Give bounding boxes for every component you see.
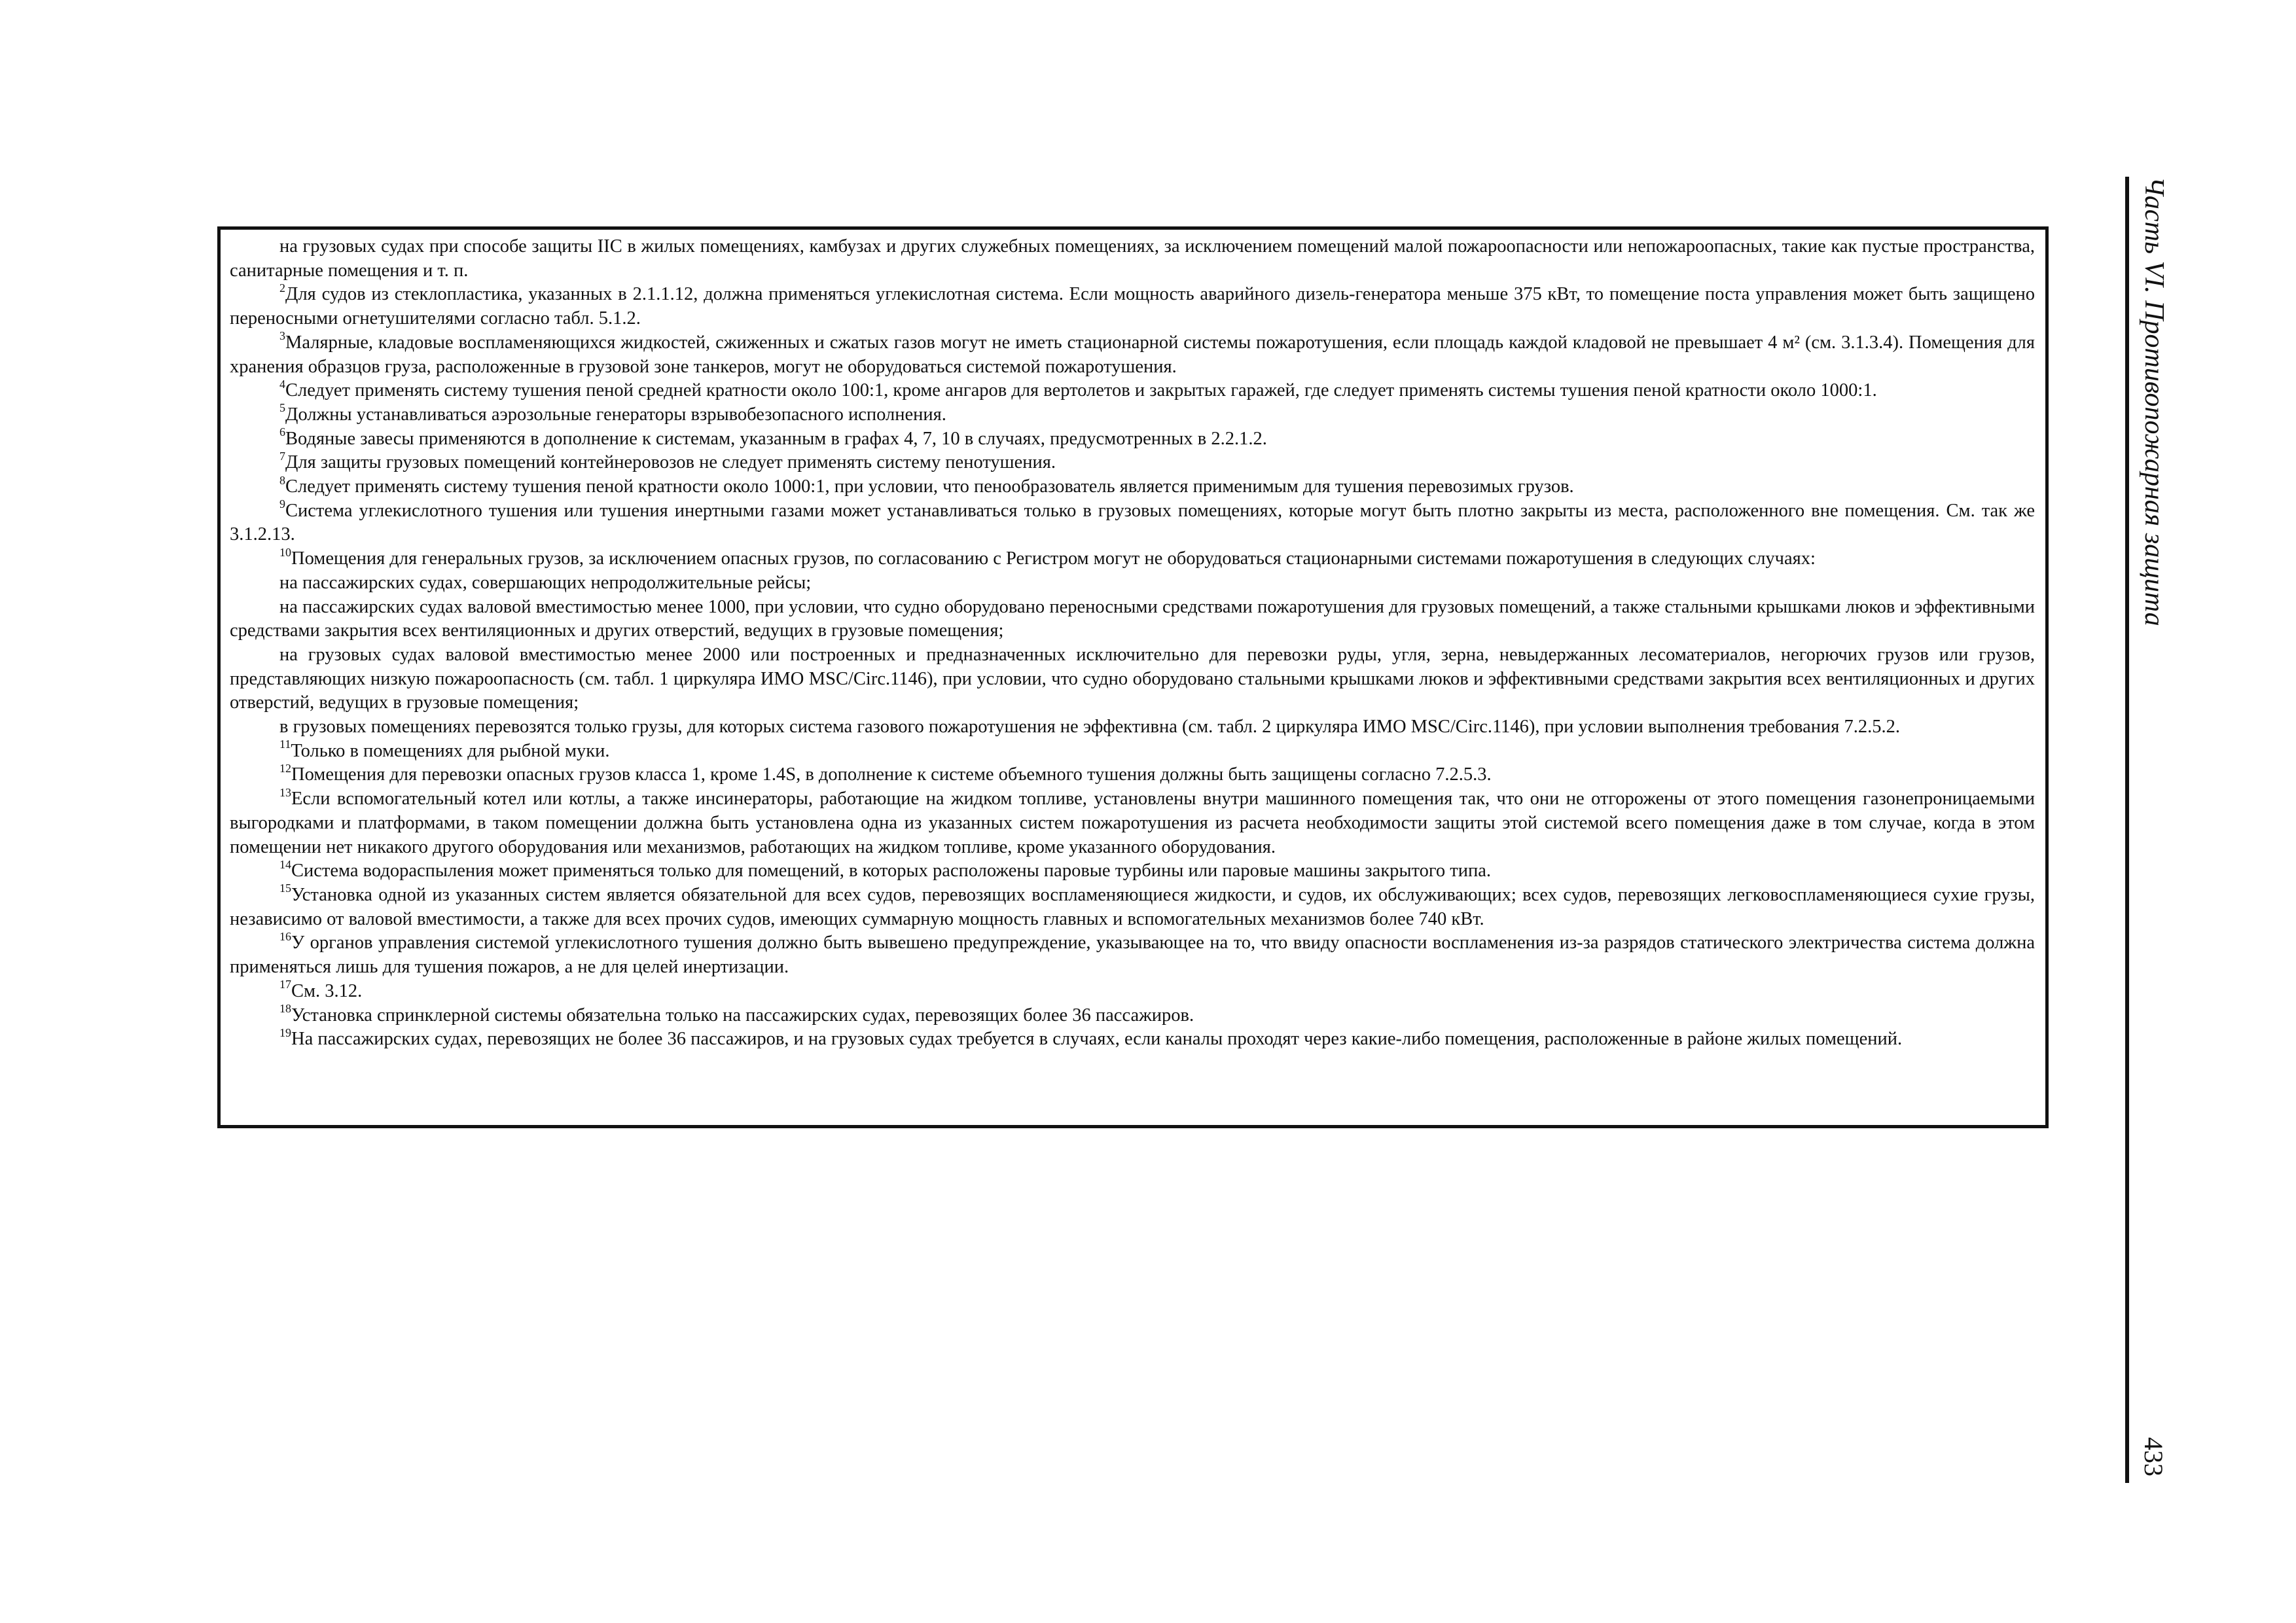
footnote-10-case-4 [230,715,2035,740]
footnote-text: Если вспомогательный котел или котлы, а также инсинераторы, работающие на жидком топливе, установлены внутри машинного помещения так, что они не отгорожены от этого помещения газонепроницаемыми выгородками и платформами, в таком помещении должна быть установлена одна из указанных систем пожаротушения из расчета необходимости защиты этой системой всего помещения даже в том случае, когда в этом помещении нет никакого другого оборудования или механизмов, работающих на жидком топливе, кроме указанного оборудования. [230,789,2035,857]
footnote-10-case-3 [230,643,2035,715]
footnote-2 [230,283,2035,330]
footnote-mark: 18 [279,1002,291,1015]
footnote-16 [230,931,2035,979]
footnote-text: Только в помещениях для рыбной муки. [291,740,610,761]
footnote-text: Помещения для генеральных грузов, за исключением опасных грузов, по согласованию с Регистром могут не оборудоваться стационарными системами пожаротушения в следующих случаях: [291,548,1816,569]
footnote-8 [230,475,2035,499]
footnote-mark: 7 [279,449,285,463]
footnote-text: У органов управления системой углекислотного тушения должно быть вывешено предупреждение, указывающее на то, что ввиду опасности воспламенения из-за разрядов статического электричества система должна применяться лишь для тушения пожаров, а не для целей инертизации. [230,933,2035,978]
footnote-mark: 16 [279,929,291,943]
footnote-mark: 12 [279,761,291,775]
footnote-text: Для защиты грузовых помещений контейнеровозов не следует применять систему пенотушения. [285,452,1056,473]
footnote-13 [230,787,2035,859]
table-footnotes-box [217,226,2049,1128]
footnote-text: на грузовых судах при способе защиты IIC в жилых помещениях, камбузах и других служебных помещениях, за исключением помещений малой пожароопасности или непожароопасных, такие как пустые пространства, санитарные помещения и т. п. [230,236,2035,281]
page-number: 433 [2139,1437,2168,1476]
footnote-text: Водяные завесы применяются в дополнение к системам, указанным в графах 4, 7, 10 в случаях, предусмотренных в 2.2.1.2. [285,428,1267,449]
footnote-3 [230,331,2035,379]
footnote-text: Система водораспыления может применяться только для помещений, в которых расположены паровые турбины или паровые машины закрытого типа. [291,861,1491,882]
footnote-mark: 5 [279,401,285,415]
footnote-19 [230,1027,2035,1052]
footnote-mark: 9 [279,497,285,511]
footnote-text: Система углекислотного тушения или тушения инертными газами может устанавливаться только в грузовых помещениях, которые могут быть плотно закрыты из места, расположенного вне помещения. См. так же 3.1.2.13. [230,500,2035,545]
footnote-text: Для судов из стеклопластика, указанных в 2.1.1.12, должна применяться углекислотная система. Если мощность аварийного дизель-генератора меньше 375 кВт, то помещение поста управления может быть защищено переносными огнетушителями согласно табл. 5.1.2. [230,284,2035,329]
footnote-text: Следует применять систему тушения пеной кратности около 1000:1, при условии, что пенообразователь является применимым для тушения перевозимых грузов. [285,476,1574,497]
footnote-mark: 15 [279,882,291,895]
footnote-mark: 11 [279,738,291,751]
footnote-text: Установка одной из указанных систем является обязательной для всех судов, перевозящих воспламеняющиеся жидкости, и судов, их обслуживающих; всех судов, перевозящих легковоспламеняющиеся сухие грузы, независимо от валовой вместимости, а также для всех прочих судов, имеющих суммарную мощность главных и вспомогательных механизмов более 740 кВт. [230,884,2035,929]
footnote-9 [230,499,2035,547]
footnote-text: Должны устанавливаться аэрозольные генераторы взрывобезопасного исполнения. [285,404,946,425]
footnote-continuation [230,235,2035,283]
footnote-text: На пассажирских судах, перевозящих не более 36 пассажиров, и на грузовых судах требуется в случаях, если каналы проходят через какие-либо помещения, расположенные в районе жилых помещений. [291,1029,1903,1050]
footnote-14 [230,859,2035,883]
footnote-mark: 6 [279,425,285,439]
footnote-mark: 17 [279,978,291,991]
footnote-10-case-1 [230,571,2035,596]
footnote-mark: 2 [279,281,285,294]
footnote-mark: 19 [279,1026,291,1039]
footnote-mark: 8 [279,473,285,487]
footnote-mark: 4 [279,377,285,391]
footnote-text: Малярные, кладовые воспламеняющихся жидкостей, сжиженных и сжатых газов могут не иметь стационарной системы пожаротушения, если площадь каждой кладовой не превышает 4 м² (см. 3.1.3.4). Помещения для хранения образцов груза, расположенные в грузовой зоне танкеров, могут не оборудоваться системой пожаротушения. [230,332,2035,377]
footnote-text: См. 3.12. [291,980,363,1001]
footnote-text: в грузовых помещениях перевозятся только грузы, для которых система газового пожаротушения не эффективна (см. табл. 2 циркуляра ИМО MSC/Circ.1146), при условии выполнения требования 7.2.5.2. [279,717,1901,738]
footnote-mark: 14 [279,857,291,871]
footnote-text: Следует применять систему тушения пеной средней кратности около 100:1, кроме ангаров для вертолетов и закрытых гаражей, где следует применять системы тушения пеной кратности около 1000:1. [285,380,1877,401]
footnote-text: на пассажирских судах валовой вместимостью менее 1000, при условии, что судно оборудовано переносными средствами пожаротушения для грузовых помещений, а также стальными крышками люков и эффективными средствами закрытия всех вентиляционных и других отверстий, ведущих в грузовые помещения; [230,596,2035,641]
footnote-10-case-2 [230,596,2035,643]
footnote-5 [230,403,2035,427]
footnote-4 [230,379,2035,403]
footnote-18 [230,1004,2035,1028]
footnote-17 [230,980,2035,1004]
footnote-15 [230,883,2035,931]
footnote-11 [230,740,2035,764]
footnote-text: на пассажирских судах, совершающих непродолжительные рейсы; [279,572,812,593]
running-head: Часть VI. Противопожарная защита [2139,177,2169,626]
footnote-text: Помещения для перевозки опасных грузов класса 1, кроме 1.4S, в дополнение к системе объемного тушения должны быть защищены согласно 7.2.5.3. [291,764,1492,785]
footnote-text: Установка спринклерной системы обязательна только на пассажирских судах, перевозящих более 36 пассажиров. [291,1005,1194,1026]
footnote-7 [230,451,2035,475]
footnote-mark: 13 [279,785,291,799]
footnote-mark: 3 [279,329,285,343]
footnote-10 [230,547,2035,571]
footnote-12 [230,763,2035,787]
footnote-6 [230,427,2035,452]
footnote-text: на грузовых судах валовой вместимостью менее 2000 или построенных и предназначенных исключительно для перевозки руды, угля, зерна, невыдержанных лесоматериалов, негорючих грузов или грузов, представляющих низкую пожароопасность (см. табл. 1 циркуляра ИМО MSC/Circ.1146), при условии, что судно оборудовано стальными крышками люков и эффективными средствами закрытия всех вентиляционных и других отверстий, ведущих в грузовые помещения; [230,644,2035,713]
footnote-mark: 10 [279,545,291,559]
